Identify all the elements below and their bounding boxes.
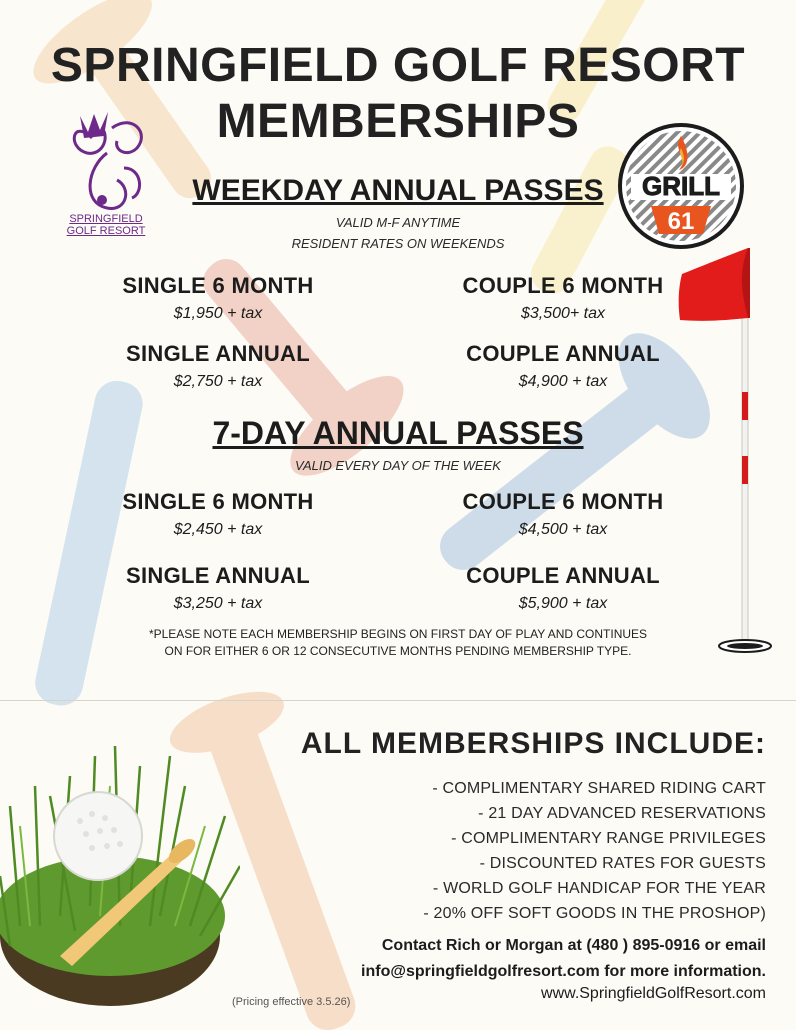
golf-flag-icon — [672, 244, 782, 664]
weekday-sub-2: RESIDENT RATES ON WEEKENDS — [291, 236, 505, 251]
pass-name: SINGLE 6 MONTH — [122, 489, 314, 514]
pass-price: $2,750 + tax — [173, 373, 263, 390]
sevenday-heading: 7-DAY ANNUAL PASSES — [212, 415, 584, 451]
includes-heading: ALL MEMBERSHIPS INCLUDE: — [300, 727, 766, 760]
pass-price: $2,450 + tax — [173, 521, 263, 538]
title-line-2: MEMBERSHIPS — [216, 95, 580, 148]
benefit-item: - COMPLIMENTARY SHARED RIDING CART — [432, 780, 766, 797]
grill-text: GRILL — [642, 171, 720, 201]
contact-info — [361, 933, 766, 985]
contact-line-2: info@springfieldgolfresort.com for more information. — [361, 963, 766, 980]
benefit-item: - 21 DAY ADVANCED RESERVATIONS — [478, 805, 766, 822]
weekday-pass-single-annual — [88, 340, 348, 393]
pass-price: $4,900 + tax — [518, 373, 608, 390]
weekday-pass-couple-annual — [433, 340, 693, 393]
logo-text-line-1: SPRINGFIELD — [69, 213, 143, 225]
weekday-pass-couple-6 — [433, 272, 693, 325]
sevenday-pass-couple-6 — [433, 488, 693, 541]
pass-name: SINGLE ANNUAL — [126, 563, 310, 588]
sevenday-pass-couple-annual — [433, 562, 693, 615]
pass-name: COUPLE ANNUAL — [466, 563, 660, 588]
weekday-heading: WEEKDAY ANNUAL PASSES — [192, 174, 604, 207]
logo-text-line-2: GOLF RESORT — [66, 225, 146, 237]
title-line-1: SPRINGFIELD GOLF RESORT — [50, 39, 746, 92]
section-divider — [0, 700, 796, 701]
golf-ball-grass-icon — [0, 726, 240, 1026]
membership-note — [100, 626, 696, 660]
pass-price: $1,950 + tax — [173, 305, 263, 322]
grill-number: 61 — [667, 208, 695, 235]
pass-name: COUPLE 6 MONTH — [462, 273, 664, 298]
benefit-item: - DISCOUNTED RATES FOR GUESTS — [479, 855, 766, 872]
pricing-effective-note: (Pricing effective 3.5.26) — [232, 996, 351, 1008]
pass-price: $3,250 + tax — [173, 595, 263, 612]
pass-price: $5,900 + tax — [518, 595, 608, 612]
weekday-pass-single-6 — [88, 272, 348, 325]
website-link[interactable]: www.SpringfieldGolfResort.com — [541, 985, 766, 1002]
benefit-item: - 20% OFF SOFT GOODS IN THE PROSHOP) — [423, 905, 766, 922]
pass-name: SINGLE 6 MONTH — [122, 273, 314, 298]
sevenday-pass-single-annual — [88, 562, 348, 615]
pass-name: SINGLE ANNUAL — [126, 341, 310, 366]
pass-price: $3,500+ tax — [520, 305, 606, 322]
weekday-sub-1: VALID M-F ANYTIME — [335, 215, 461, 230]
note-line-1: *PLEASE NOTE EACH MEMBERSHIP BEGINS ON FIRST DAY OF PLAY AND CONTINUES — [148, 627, 648, 641]
benefit-item: - WORLD GOLF HANDICAP FOR THE YEAR — [432, 880, 766, 897]
pass-name: COUPLE ANNUAL — [466, 341, 660, 366]
sevenday-pass-single-6 — [88, 488, 348, 541]
benefit-item: - COMPLIMENTARY RANGE PRIVILEGES — [451, 830, 766, 847]
pass-name: COUPLE 6 MONTH — [462, 489, 664, 514]
sevenday-sub-1: VALID EVERY DAY OF THE WEEK — [295, 458, 501, 473]
pass-price: $4,500 + tax — [518, 521, 608, 538]
contact-line-1: Contact Rich or Morgan at (480 ) 895-0916 or email — [381, 937, 766, 954]
note-line-2: ON FOR EITHER 6 OR 12 CONSECUTIVE MONTHS PENDING MEMBERSHIP TYPE. — [164, 644, 632, 658]
benefits-list — [423, 776, 766, 926]
